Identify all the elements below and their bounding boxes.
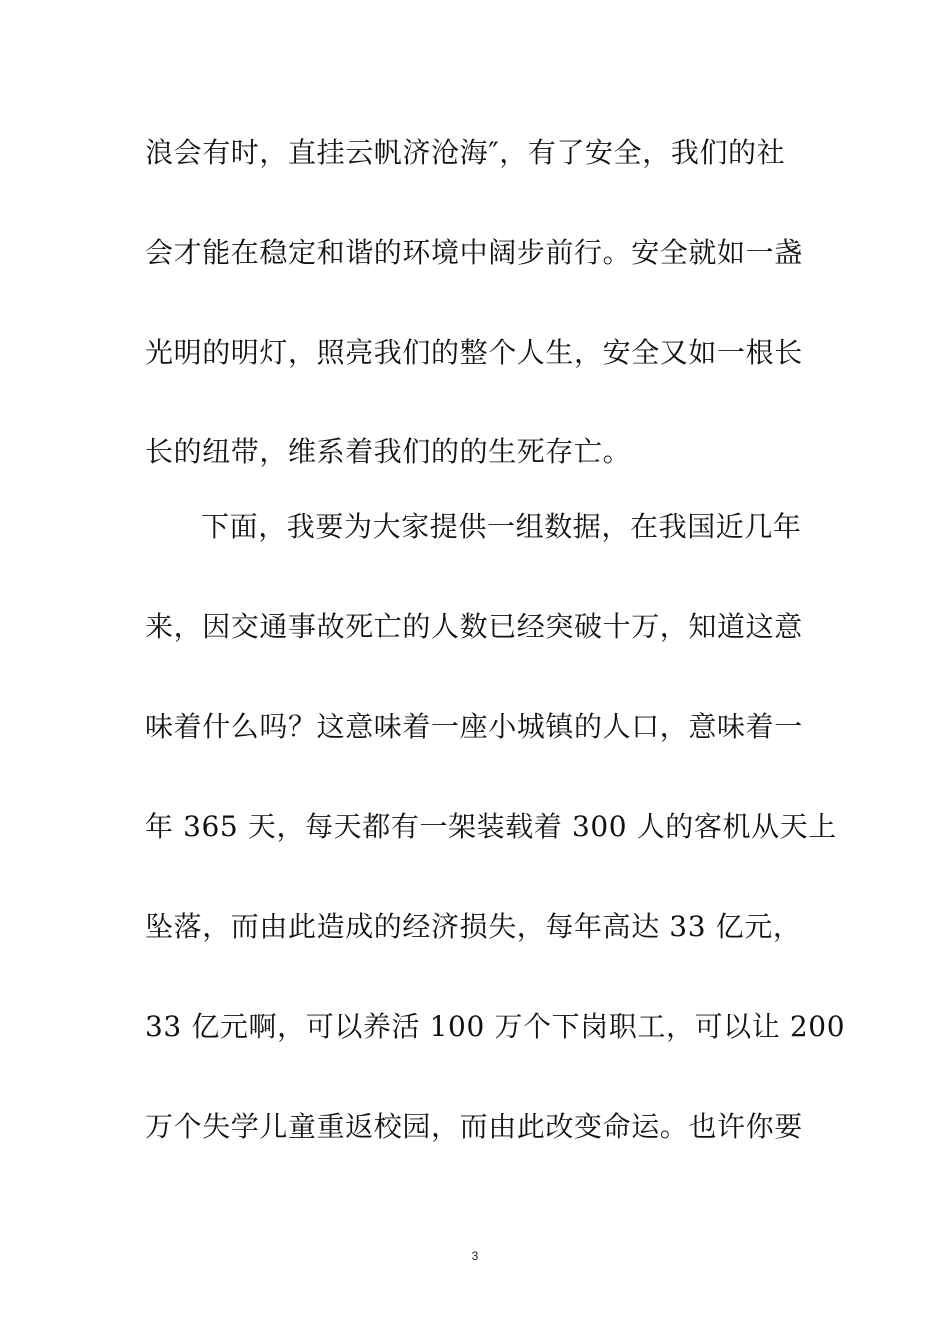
text-line: 浪会有时，直挂云帆济沧海″，有了安全，我们的社 — [145, 136, 786, 169]
text-line: 年 365 天，每天都有一架装载着 300 人的客机从天上 — [145, 810, 837, 843]
text-line: 长的纽带，维系着我们的的生死存亡。 — [145, 435, 632, 468]
paragraph-first-line: 下面，我要为大家提供一组数据，在我国近几年 — [201, 510, 802, 543]
text-line: 光明的明灯，照亮我们的整个人生，安全又如一根长 — [145, 336, 803, 369]
text-line: 味着什么吗？这意味着一座小城镇的人口，意味着一 — [145, 710, 803, 743]
text-line: 来，因交通事故死亡的人数已经突破十万，知道这意 — [145, 610, 803, 643]
text-line: 会才能在稳定和谐的环境中阔步前行。安全就如一盏 — [145, 236, 803, 269]
page-number: 3 — [471, 1249, 479, 1263]
text-line: 坠落，而由此造成的经济损失，每年高达 33 亿元， — [145, 910, 802, 943]
text-line: 33 亿元啊，可以养活 100 万个下岗职工，可以让 200 — [145, 1010, 846, 1043]
text-line: 万个失学儿童重返校园，而由此改变命运。也许你要 — [145, 1110, 803, 1143]
